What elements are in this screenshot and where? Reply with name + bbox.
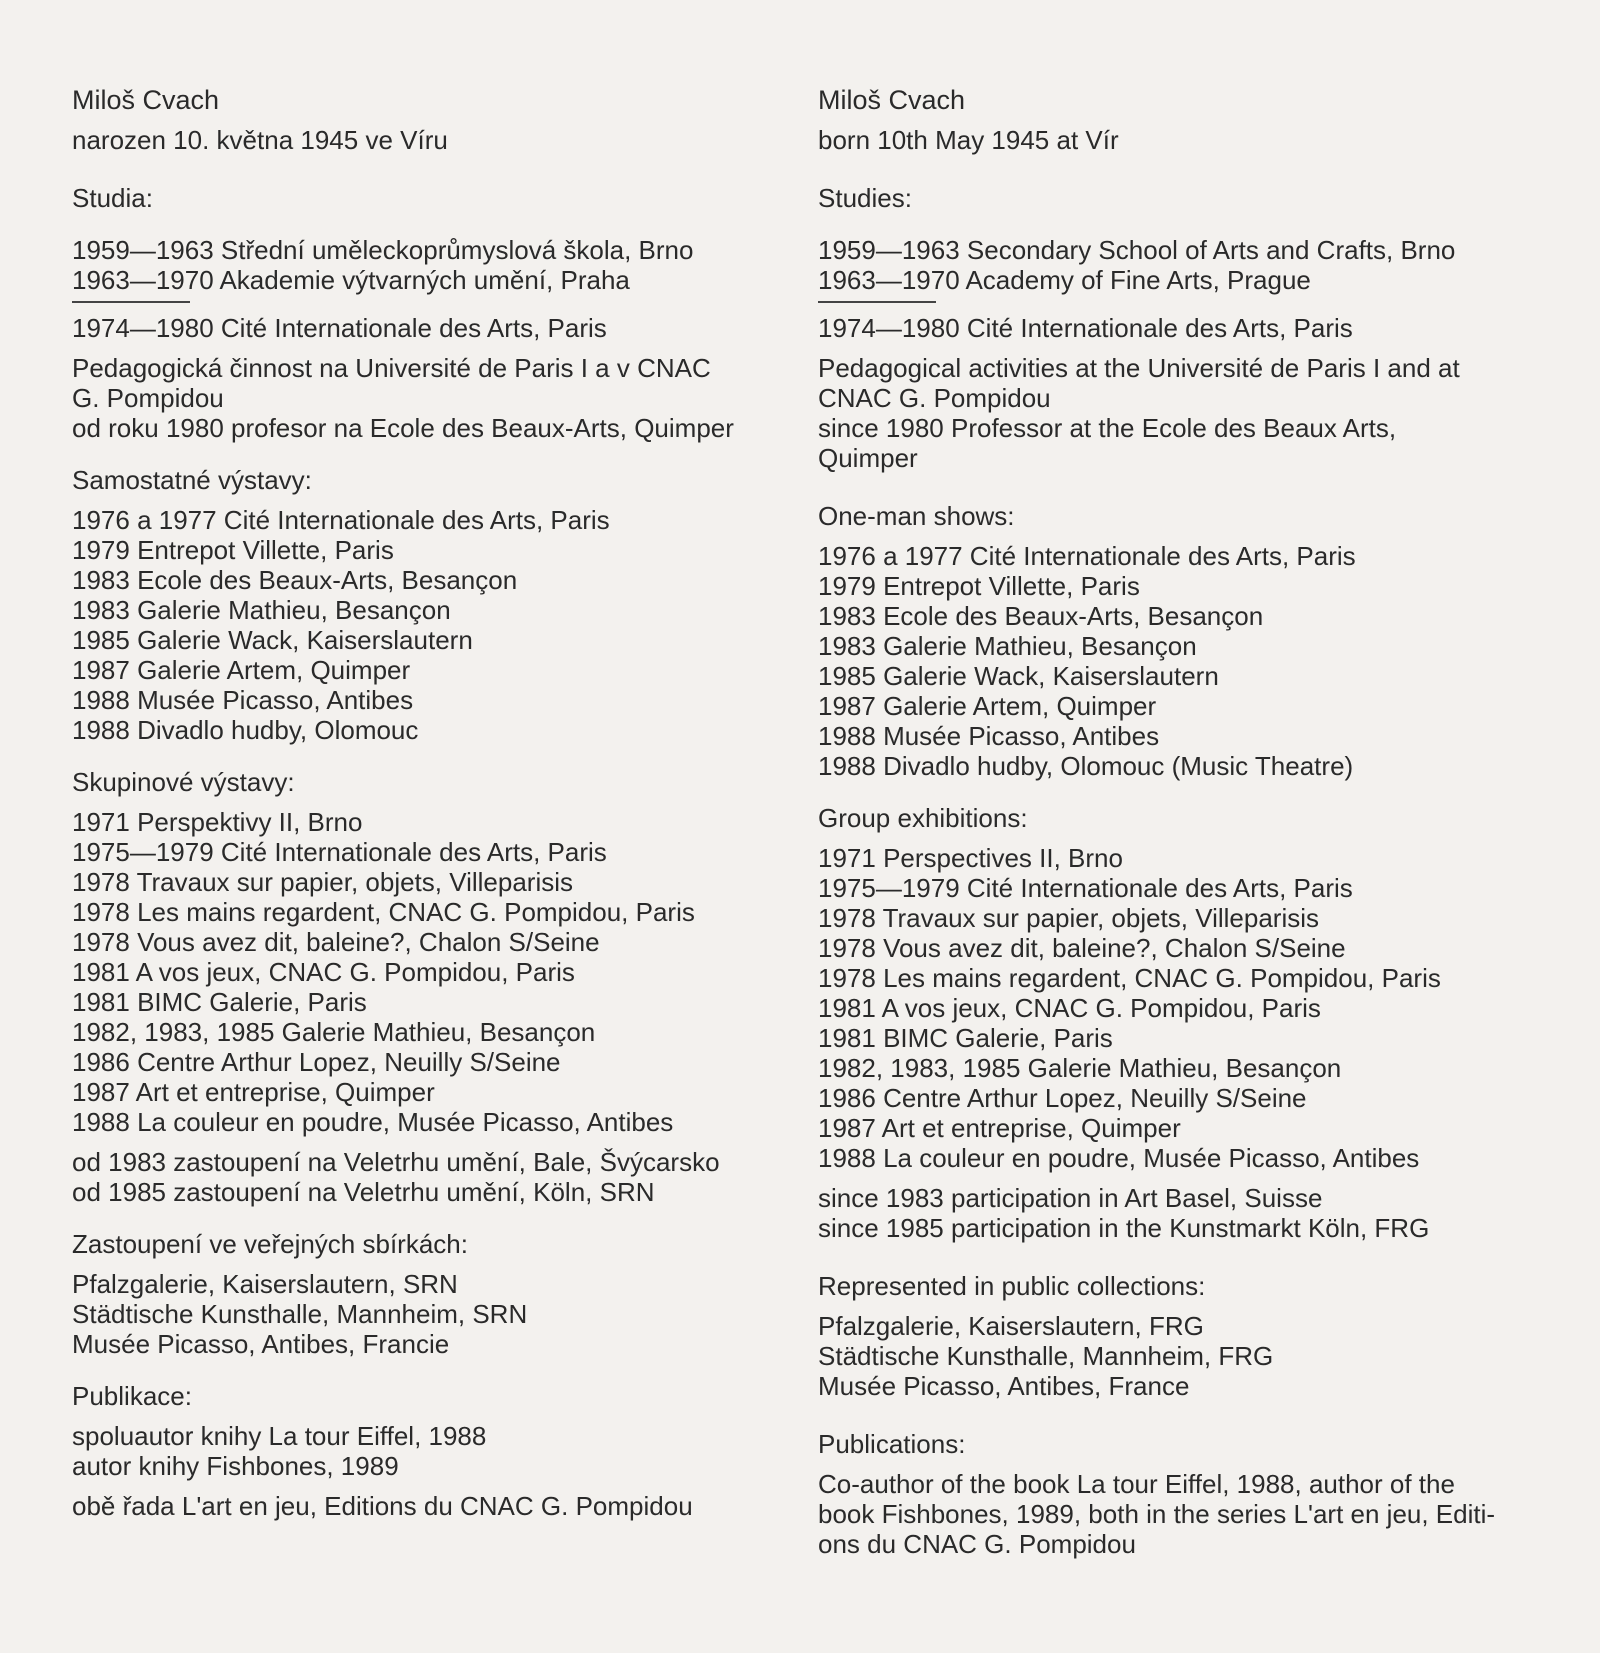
collection-entry: Pfalzgalerie, Kaiserslautern, FRG	[818, 1311, 1204, 1341]
study-entry: 1959—1963 Střední uměleckoprůmyslová škola, Brno	[72, 235, 694, 265]
solo-exhibition: 1983 Galerie Mathieu, Besançon	[72, 595, 451, 625]
studies-heading: Studia:	[72, 183, 153, 213]
birth-line: born 10th May 1945 at Vír	[818, 125, 1119, 155]
solo-exhibition: 1983 Ecole des Beaux-Arts, Besançon	[818, 601, 1264, 631]
study-entry: 1959—1963 Secondary School of Arts and Crafts, Brno	[818, 235, 1456, 265]
english-column	[818, 85, 1518, 1559]
group-exhibition: 1978 Les mains regardent, CNAC G. Pompidou, Paris	[72, 897, 695, 927]
solo-exhibition: 1983 Ecole des Beaux-Arts, Besançon	[72, 565, 518, 595]
publication-entry: ons du CNAC G. Pompidou	[818, 1529, 1136, 1559]
solo-exhibition: 1976 a 1977 Cité Internationale des Arts, Paris	[818, 541, 1356, 571]
solo-exhibition: 1979 Entrepot Villette, Paris	[818, 571, 1140, 601]
group-exhibition: 1987 Art et entreprise, Quimper	[72, 1077, 435, 1107]
solo-exhibition: 1985 Galerie Wack, Kaiserslautern	[72, 625, 473, 655]
divider-rule	[818, 301, 936, 303]
solo-exhibition: 1988 Musée Picasso, Antibes	[818, 721, 1160, 751]
cite-entry: 1974—1980 Cité Internationale des Arts, Paris	[72, 313, 607, 343]
solo-exhibition: 1983 Galerie Mathieu, Besançon	[818, 631, 1197, 661]
publications-heading: Publications:	[818, 1429, 966, 1459]
cite-entry: 1974—1980 Cité Internationale des Arts, Paris	[818, 313, 1353, 343]
collection-entry: Städtische Kunsthalle, Mannheim, FRG	[818, 1341, 1274, 1371]
solo-exhibition: 1988 Musée Picasso, Antibes	[72, 685, 414, 715]
group-exhibition: 1971 Perspectives II, Brno	[818, 843, 1123, 873]
solo-exhibition: 1988 Divadlo hudby, Olomouc (Music Theatre)	[818, 751, 1354, 781]
solo-exhibition: 1985 Galerie Wack, Kaiserslautern	[818, 661, 1219, 691]
collections-heading: Zastoupení ve veřejných sbírkách:	[72, 1229, 468, 1259]
pedagogy-line: od roku 1980 profesor na Ecole des Beaux-Arts, Quimper	[72, 413, 734, 443]
group-exhibition: 1981 A vos jeux, CNAC G. Pompidou, Paris	[72, 957, 575, 987]
pedagogy-line: Pedagogical activities at the Université de Paris I and at	[818, 353, 1460, 383]
group-exhibition: 1975—1979 Cité Internationale des Arts, Paris	[72, 837, 607, 867]
art-fair-entry: od 1985 zastoupení na Veletrhu umění, Köln, SRN	[72, 1177, 655, 1207]
pedagogy-line: Pedagogická činnost na Université de Paris I a v CNAC	[72, 353, 711, 383]
publications-heading: Publikace:	[72, 1381, 192, 1411]
czech-column	[72, 85, 772, 1521]
group-exhibition: 1978 Vous avez dit, baleine?, Chalon S/Seine	[72, 927, 600, 957]
group-exhibition: 1978 Travaux sur papier, objets, Villeparisis	[72, 867, 574, 897]
artist-name: Miloš Cvach	[72, 85, 220, 115]
divider-rule	[72, 301, 190, 303]
solo-exhibition: 1976 a 1977 Cité Internationale des Arts, Paris	[72, 505, 610, 535]
collection-entry: Städtische Kunsthalle, Mannheim, SRN	[72, 1299, 528, 1329]
group-exhibition: 1971 Perspektivy II, Brno	[72, 807, 363, 837]
solo-exhibition: 1987 Galerie Artem, Quimper	[818, 691, 1157, 721]
pedagogy-line: CNAC G. Pompidou	[818, 383, 1051, 413]
pedagogy-line: G. Pompidou	[72, 383, 224, 413]
solo-exhibition: 1988 Divadlo hudby, Olomouc	[72, 715, 419, 745]
group-exhibition: 1982, 1983, 1985 Galerie Mathieu, Besançon	[72, 1017, 596, 1047]
group-exhibition: 1981 A vos jeux, CNAC G. Pompidou, Paris	[818, 993, 1321, 1023]
group-exhibition: 1978 Vous avez dit, baleine?, Chalon S/Seine	[818, 933, 1346, 963]
pedagogy-line: Quimper	[818, 443, 918, 473]
collection-entry: Musée Picasso, Antibes, Francie	[72, 1329, 450, 1359]
group-exhibition: 1988 La couleur en poudre, Musée Picasso, Antibes	[72, 1107, 674, 1137]
solo-exhibitions-heading: Samostatné výstavy:	[72, 465, 312, 495]
group-exhibitions-heading: Group exhibitions:	[818, 803, 1028, 833]
solo-exhibitions-heading: One-man shows:	[818, 501, 1015, 531]
publication-entry: book Fishbones, 1989, both in the series L'art en jeu, Editi-	[818, 1499, 1496, 1529]
art-fair-entry: od 1983 zastoupení na Veletrhu umění, Bale, Švýcarsko	[72, 1147, 720, 1177]
pedagogy-line: since 1980 Professor at the Ecole des Beaux Arts,	[818, 413, 1397, 443]
artist-name: Miloš Cvach	[818, 85, 966, 115]
publication-entry: autor knihy Fishbones, 1989	[72, 1451, 399, 1481]
group-exhibitions-heading: Skupinové výstavy:	[72, 767, 295, 797]
collections-heading: Represented in public collections:	[818, 1271, 1206, 1301]
collection-entry: Musée Picasso, Antibes, France	[818, 1371, 1190, 1401]
group-exhibition: 1975—1979 Cité Internationale des Arts, Paris	[818, 873, 1353, 903]
group-exhibition: 1981 BIMC Galerie, Paris	[72, 987, 367, 1017]
group-exhibition: 1987 Art et entreprise, Quimper	[818, 1113, 1181, 1143]
birth-line: narozen 10. května 1945 ve Víru	[72, 125, 448, 155]
group-exhibition: 1978 Travaux sur papier, objets, Villeparisis	[818, 903, 1320, 933]
group-exhibition: 1986 Centre Arthur Lopez, Neuilly S/Seine	[818, 1083, 1307, 1113]
publication-entry: spoluautor knihy La tour Eiffel, 1988	[72, 1421, 487, 1451]
publication-entry: Co-author of the book La tour Eiffel, 1988, author of the	[818, 1469, 1455, 1499]
publications-note: obě řada L'art en jeu, Editions du CNAC G. Pompidou	[72, 1491, 693, 1521]
art-fair-entry: since 1985 participation in the Kunstmarkt Köln, FRG	[818, 1213, 1430, 1243]
solo-exhibition: 1987 Galerie Artem, Quimper	[72, 655, 411, 685]
group-exhibition: 1982, 1983, 1985 Galerie Mathieu, Besançon	[818, 1053, 1342, 1083]
study-entry: 1963—1970 Academy of Fine Arts, Prague	[818, 265, 1311, 295]
studies-heading: Studies:	[818, 183, 912, 213]
group-exhibition: 1978 Les mains regardent, CNAC G. Pompidou, Paris	[818, 963, 1441, 993]
group-exhibition: 1988 La couleur en poudre, Musée Picasso, Antibes	[818, 1143, 1420, 1173]
study-entry: 1963—1970 Akademie výtvarných umění, Praha	[72, 265, 630, 295]
art-fair-entry: since 1983 participation in Art Basel, Suisse	[818, 1183, 1323, 1213]
collection-entry: Pfalzgalerie, Kaiserslautern, SRN	[72, 1269, 458, 1299]
group-exhibition: 1981 BIMC Galerie, Paris	[818, 1023, 1113, 1053]
solo-exhibition: 1979 Entrepot Villette, Paris	[72, 535, 394, 565]
group-exhibition: 1986 Centre Arthur Lopez, Neuilly S/Seine	[72, 1047, 561, 1077]
